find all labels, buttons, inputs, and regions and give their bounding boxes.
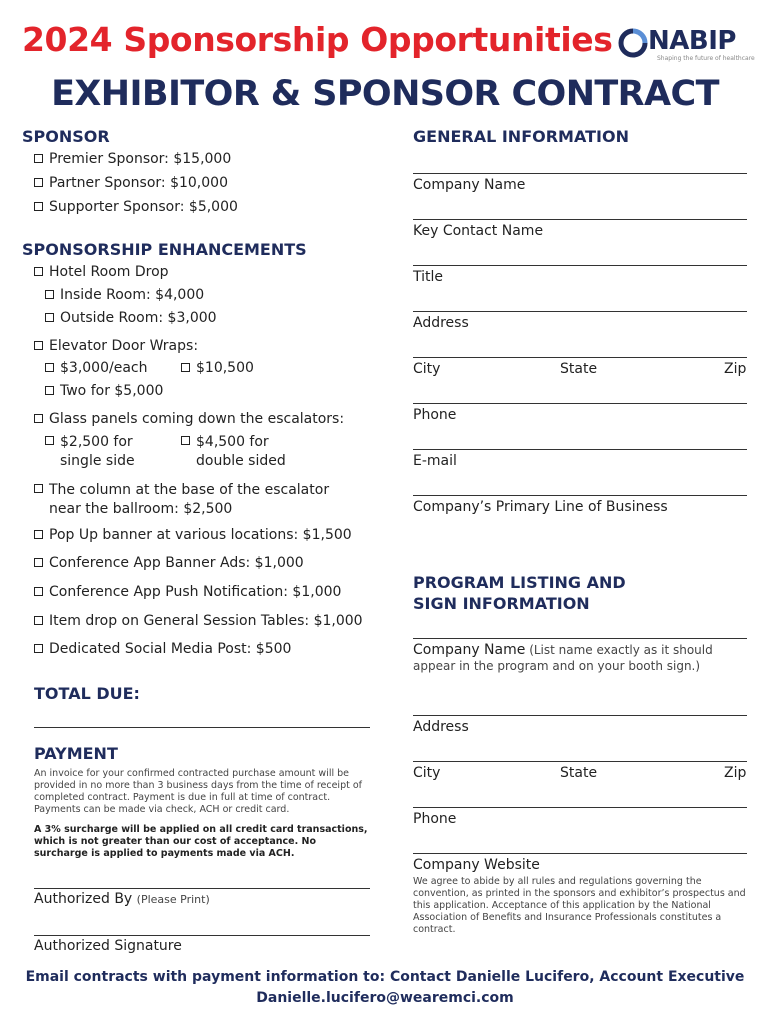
sponsor-heading: SPONSOR (22, 127, 110, 146)
checkbox[interactable] (45, 386, 54, 395)
footer-line-1: Email contracts with payment information to: Contact Danielle Lucifero, Account Executive (25, 969, 745, 985)
program-address-field[interactable] (413, 715, 747, 716)
option-glass-panels[interactable]: Glass panels coming down the escalators: (34, 411, 344, 427)
payment-text: An invoice for your confirmed contracted purchase amount will be provided in no more than 3 business days from the time of receipt of completed contract. Payment is due in full at time of contract. Payments can be made via check, ACH or credit card. (34, 768, 363, 815)
program-state-label: State (560, 765, 598, 781)
signature-label: Authorized Signature (34, 938, 182, 954)
option-app-banner[interactable]: Conference App Banner Ads: $1,000 (34, 555, 304, 571)
primary-line-label: Company’s Primary Line of Business (413, 499, 668, 515)
checkbox[interactable] (45, 363, 54, 372)
address-label: Address (413, 315, 469, 331)
option-popup-banner[interactable]: Pop Up banner at various locations: $1,500 (34, 527, 352, 543)
option-escalator-column[interactable]: The column at the base of the escalator near the ballroom: $2,500 (34, 481, 329, 519)
city-label: City (413, 361, 441, 377)
page-header-title: 2024 Sponsorship Opportunities (22, 20, 613, 59)
nabip-logo-icon (618, 28, 648, 58)
title-label: Title (413, 269, 444, 285)
authorized-by-field[interactable] (34, 888, 370, 889)
city-state-zip-field[interactable] (413, 357, 747, 358)
program-listing-heading: PROGRAM LISTING AND SIGN INFORMATION (413, 573, 626, 613)
checkbox[interactable] (34, 154, 43, 163)
option-app-push[interactable]: Conference App Push Notification: $1,000 (34, 584, 341, 600)
payment-heading: PAYMENT (34, 744, 118, 763)
address-field[interactable] (413, 311, 747, 312)
option-glass-double[interactable]: $4,500 for double sided (181, 433, 286, 471)
checkbox[interactable] (45, 290, 54, 299)
checkbox[interactable] (34, 202, 43, 211)
option-elevator-each[interactable]: $3,000/each (45, 360, 147, 376)
program-zip-label: Zip (724, 765, 747, 781)
checkbox[interactable] (34, 178, 43, 187)
total-due-field[interactable] (34, 727, 370, 728)
phone-label: Phone (413, 407, 457, 423)
nabip-logo (618, 26, 755, 64)
email-label: E-mail (413, 453, 457, 469)
checkbox[interactable] (45, 313, 54, 322)
option-item-drop[interactable]: Item drop on General Session Tables: $1,000 (34, 613, 363, 629)
program-company-name-field[interactable] (413, 638, 747, 639)
checkbox[interactable] (34, 414, 43, 423)
checkbox[interactable] (34, 530, 43, 539)
checkbox[interactable] (34, 587, 43, 596)
program-company-name-label: Company Name (List name exactly as it should appear in the program and on your booth sign.) (413, 642, 713, 673)
option-elevator-wraps[interactable]: Elevator Door Wraps: (34, 338, 198, 354)
footer-contact (0, 967, 770, 1009)
surcharge-text: A 3% surcharge will be applied on all credit card transactions, which is not greater than our cost of acceptance. No surcharge is applied to payments made via ACH. (34, 824, 368, 859)
phone-field[interactable] (413, 403, 747, 404)
program-website-field[interactable] (413, 853, 747, 854)
authorized-by-label: Authorized By (Please Print) (34, 891, 210, 907)
option-social-post[interactable]: Dedicated Social Media Post: $500 (34, 641, 291, 657)
program-website-label: Company Website (413, 857, 540, 873)
footer-email-link[interactable]: Danielle.lucifero@wearemci.com (256, 990, 514, 1006)
option-hotel-room-drop[interactable]: Hotel Room Drop (34, 264, 169, 280)
primary-line-field[interactable] (413, 495, 747, 496)
checkbox[interactable] (34, 484, 43, 493)
option-elevator-10500[interactable]: $10,500 (181, 360, 254, 376)
contract-title: EXHIBITOR & SPONSOR CONTRACT (51, 74, 719, 114)
program-city-state-zip-field[interactable] (413, 761, 747, 762)
zip-label: Zip (724, 361, 747, 377)
company-name-field[interactable] (413, 173, 747, 174)
email-field[interactable] (413, 449, 747, 450)
checkbox[interactable] (34, 616, 43, 625)
total-due-label: TOTAL DUE: (34, 684, 140, 703)
sponsor-option-partner[interactable]: Partner Sponsor: $10,000 (34, 175, 228, 191)
state-label: State (560, 361, 598, 377)
checkbox[interactable] (34, 558, 43, 567)
option-hotel-outside[interactable]: Outside Room: $3,000 (45, 310, 217, 326)
sponsor-option-premier[interactable]: Premier Sponsor: $15,000 (34, 151, 231, 167)
program-phone-label: Phone (413, 811, 457, 827)
enhancements-heading: SPONSORSHIP ENHANCEMENTS (22, 240, 307, 259)
company-name-label: Company Name (413, 177, 526, 193)
option-hotel-inside[interactable]: Inside Room: $4,000 (45, 287, 204, 303)
title-field[interactable] (413, 265, 747, 266)
checkbox[interactable] (34, 267, 43, 276)
signature-field[interactable] (34, 935, 370, 936)
agreement-text: We agree to abide by all rules and regulations governing the convention, as printed in the sponsors and exhibitor’s prospectus and this application. Acceptance of this application by the National Association of Benefits and Insurance Professionals constitutes a contract. (413, 876, 746, 935)
general-info-heading: GENERAL INFORMATION (413, 127, 629, 146)
option-glass-single[interactable]: $2,500 for single side (45, 433, 135, 471)
checkbox[interactable] (34, 644, 43, 653)
checkbox[interactable] (181, 363, 190, 372)
program-city-label: City (413, 765, 441, 781)
program-phone-field[interactable] (413, 807, 747, 808)
nabip-logo-text: NABIP (648, 26, 736, 56)
checkbox[interactable] (34, 341, 43, 350)
checkbox[interactable] (181, 436, 190, 445)
key-contact-field[interactable] (413, 219, 747, 220)
program-address-label: Address (413, 719, 469, 735)
checkbox[interactable] (45, 436, 54, 445)
option-elevator-two[interactable]: Two for $5,000 (45, 383, 163, 399)
key-contact-label: Key Contact Name (413, 223, 544, 239)
nabip-logo-tagline: Shaping the future of healthcare (657, 55, 755, 62)
sponsor-option-supporter[interactable]: Supporter Sponsor: $5,000 (34, 199, 238, 215)
